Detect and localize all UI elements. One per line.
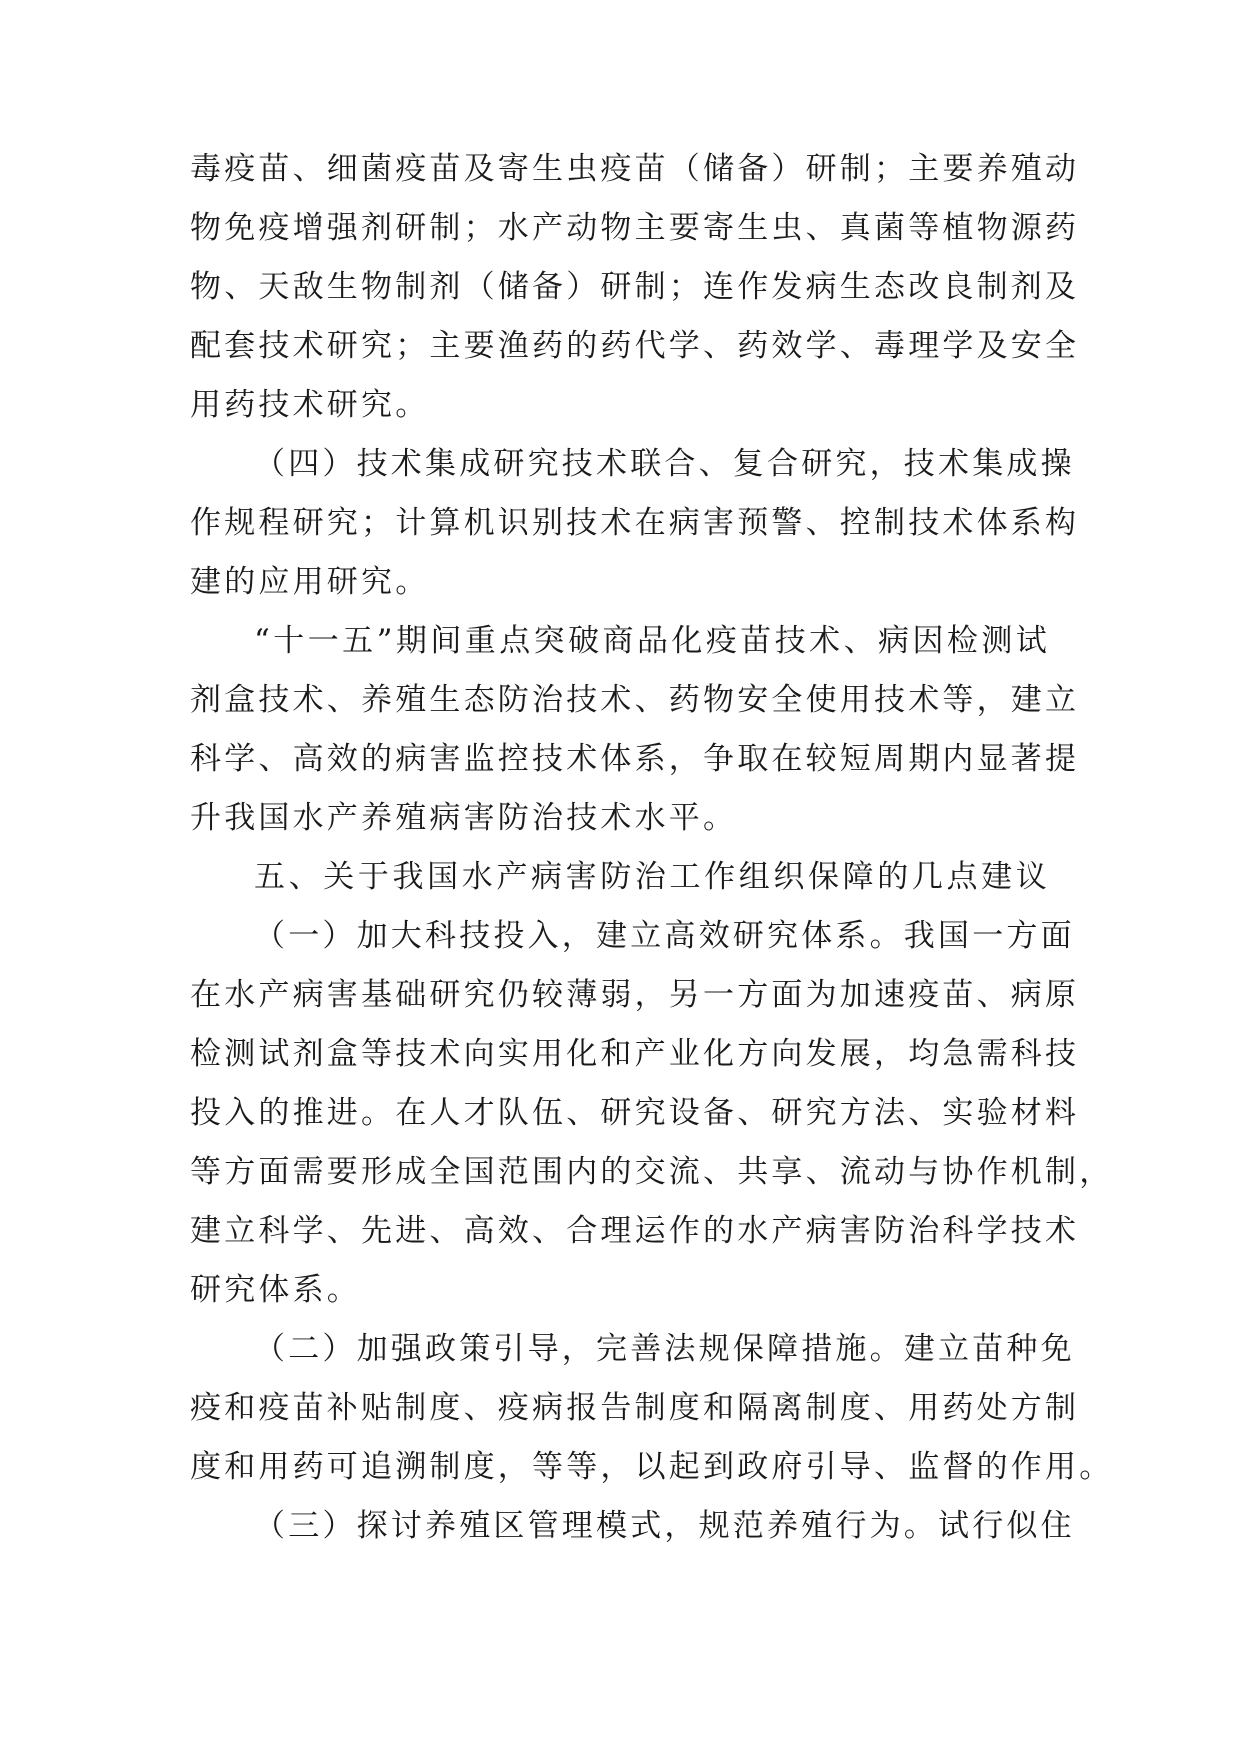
text-line: 等方面需要形成全国范围内的交流、共享、流动与协作机制， xyxy=(190,1154,1114,1190)
text-line: 作规程研究；计算机识别技术在病害预警、控制技术体系构 xyxy=(190,505,1080,541)
text-line: 剂盒技术、养殖生态防治技术、药物安全使用技术等，建立 xyxy=(190,682,1080,718)
text-line: 在水产病害基础研究仍较薄弱，另一方面为加速疫苗、病原 xyxy=(190,977,1080,1013)
text-line: 升我国水产养殖病害防治技术水平。 xyxy=(190,800,738,836)
body-text xyxy=(190,140,1114,1556)
text-line: 科学、高效的病害监控技术体系，争取在较短周期内显著提 xyxy=(190,741,1080,777)
text-line: （二）加强政策引导，完善法规保障措施。建立苗种免 xyxy=(254,1331,1075,1367)
text-line: 投入的推进。在人才队伍、研究设备、研究方法、实验材料 xyxy=(190,1095,1080,1131)
text-line: 疫和疫苗补贴制度、疫病报告制度和隔离制度、用药处方制 xyxy=(190,1390,1080,1426)
text-line: 毒疫苗、细菌疫苗及寄生虫疫苗（储备）研制；主要养殖动 xyxy=(190,151,1080,187)
text-line: 检测试剂盒等技术向实用化和产业化方向发展，均急需科技 xyxy=(190,1036,1080,1072)
text-line: 建的应用研究。 xyxy=(190,564,430,600)
section-heading: 五、关于我国水产病害防治工作组织保障的几点建议 xyxy=(254,859,1050,895)
text-line: 建立科学、先进、高效、合理运作的水产病害防治科学技术 xyxy=(190,1213,1080,1249)
text-line: （四）技术集成研究技术联合、复合研究，技术集成操 xyxy=(254,446,1075,482)
text-line: 配套技术研究；主要渔药的药代学、药效学、毒理学及安全 xyxy=(190,328,1080,364)
text-line: 用药技术研究。 xyxy=(190,387,430,423)
text-line: 物、天敌生物制剂（储备）研制；连作发病生态改良制剂及 xyxy=(190,269,1080,305)
text-line: “十一五”期间重点突破商品化疫苗技术、病因检测试 xyxy=(254,623,1050,659)
text-line: （一）加大科技投入，建立高效研究体系。我国一方面 xyxy=(254,918,1075,954)
text-line: 研究体系。 xyxy=(190,1272,361,1308)
text-line: 物免疫增强剂研制；水产动物主要寄生虫、真菌等植物源药 xyxy=(190,210,1080,246)
text-line: （三）探讨养殖区管理模式，规范养殖行为。试行似住 xyxy=(254,1508,1075,1544)
text-line: 度和用药可追溯制度，等等，以起到政府引导、监督的作用。 xyxy=(190,1449,1114,1485)
